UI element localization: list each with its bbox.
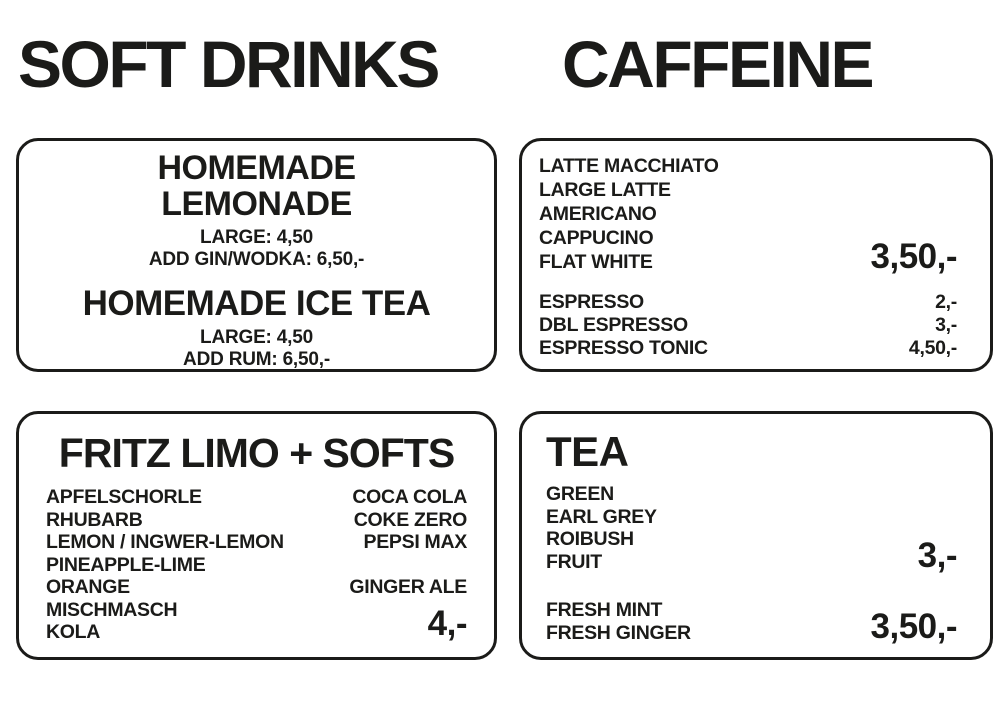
lemonade-title-line2: LEMONADE <box>161 185 352 223</box>
list-item: FLAT WHITE <box>539 251 653 273</box>
coffee-price: 3,50,- <box>870 237 957 276</box>
list-item: PINEAPPLE-LIME <box>46 553 206 576</box>
ice-tea-detail-large: LARGE: 4,50 <box>200 327 313 348</box>
coffee-list <box>539 154 719 274</box>
list-item: AMERICANO <box>539 203 657 225</box>
list-item: LARGE LATTE <box>539 179 671 201</box>
list-item: APFELSCHORLE <box>46 486 202 508</box>
item-label: ESPRESSO TONIC <box>539 337 708 359</box>
list-item: ROIBUSH <box>546 528 634 550</box>
list-item: FRESH GINGER <box>546 621 691 644</box>
headline-soft-drinks: SOFT DRINKS <box>18 27 438 101</box>
coffee-group <box>539 154 957 274</box>
caffeine-panel <box>519 138 993 372</box>
list-item: PEPSI MAX <box>363 531 467 553</box>
espresso-group <box>539 291 957 360</box>
list-item: FRUIT <box>546 550 602 573</box>
fresh-tea-group <box>546 599 957 644</box>
list-item: RHUBARB <box>46 508 143 531</box>
item-price: 3,- <box>935 314 957 336</box>
fritz-columns <box>46 486 467 644</box>
list-item: KOLA <box>46 621 101 643</box>
fritz-limo-title: FRITZ LIMO + SOFTS <box>58 430 455 476</box>
lemonade-detail-large: LARGE: 4,50 <box>200 227 313 248</box>
tea-group <box>546 483 957 573</box>
tea-panel <box>519 411 993 660</box>
list-item: EARL GREY <box>546 505 657 528</box>
list-item: GREEN <box>546 483 614 505</box>
price-row <box>539 291 957 314</box>
ice-tea-title: HOMEMADE ICE TEA <box>82 284 431 323</box>
list-item: CAPPUCINO <box>539 227 654 249</box>
price-row <box>539 337 957 360</box>
lemonade-detail-add: ADD GIN/WODKA: 6,50,- <box>148 249 365 270</box>
list-item: MISCHMASCH <box>46 598 178 621</box>
list-item: COCA COLA <box>352 486 467 508</box>
item-price: 2,- <box>935 291 957 313</box>
list-item: ORANGE <box>46 576 130 598</box>
fritz-limo-panel <box>16 411 497 660</box>
headline-caffeine: CAFFEINE <box>562 27 872 101</box>
lemonade-title-line1: HOMEMADE <box>157 149 356 187</box>
list-item: LATTE MACCHIATO <box>539 155 719 177</box>
list-item: COKE ZERO <box>353 508 467 531</box>
item-price: 4,50,- <box>908 337 957 359</box>
list-item: GINGER ALE <box>349 576 467 598</box>
ice-tea-detail-add: ADD RUM: 6,50,- <box>183 349 330 370</box>
softs-list <box>349 486 467 644</box>
homemade-lemonade-panel <box>16 138 497 372</box>
headline <box>0 27 1000 102</box>
fresh-tea-price: 3,50,- <box>870 607 957 646</box>
fritz-price: 4,- <box>427 603 467 643</box>
fritz-flavors-list <box>46 486 284 644</box>
price-row <box>539 314 957 337</box>
tea-list <box>546 483 657 573</box>
item-label: DBL ESPRESSO <box>539 314 688 336</box>
fresh-tea-list <box>546 599 691 644</box>
list-item: FRESH MINT <box>546 599 663 621</box>
list-item: LEMON / INGWER-LEMON <box>46 531 284 553</box>
item-label: ESPRESSO <box>539 291 644 313</box>
tea-price: 3,- <box>917 536 957 575</box>
tea-title: TEA <box>546 428 629 475</box>
